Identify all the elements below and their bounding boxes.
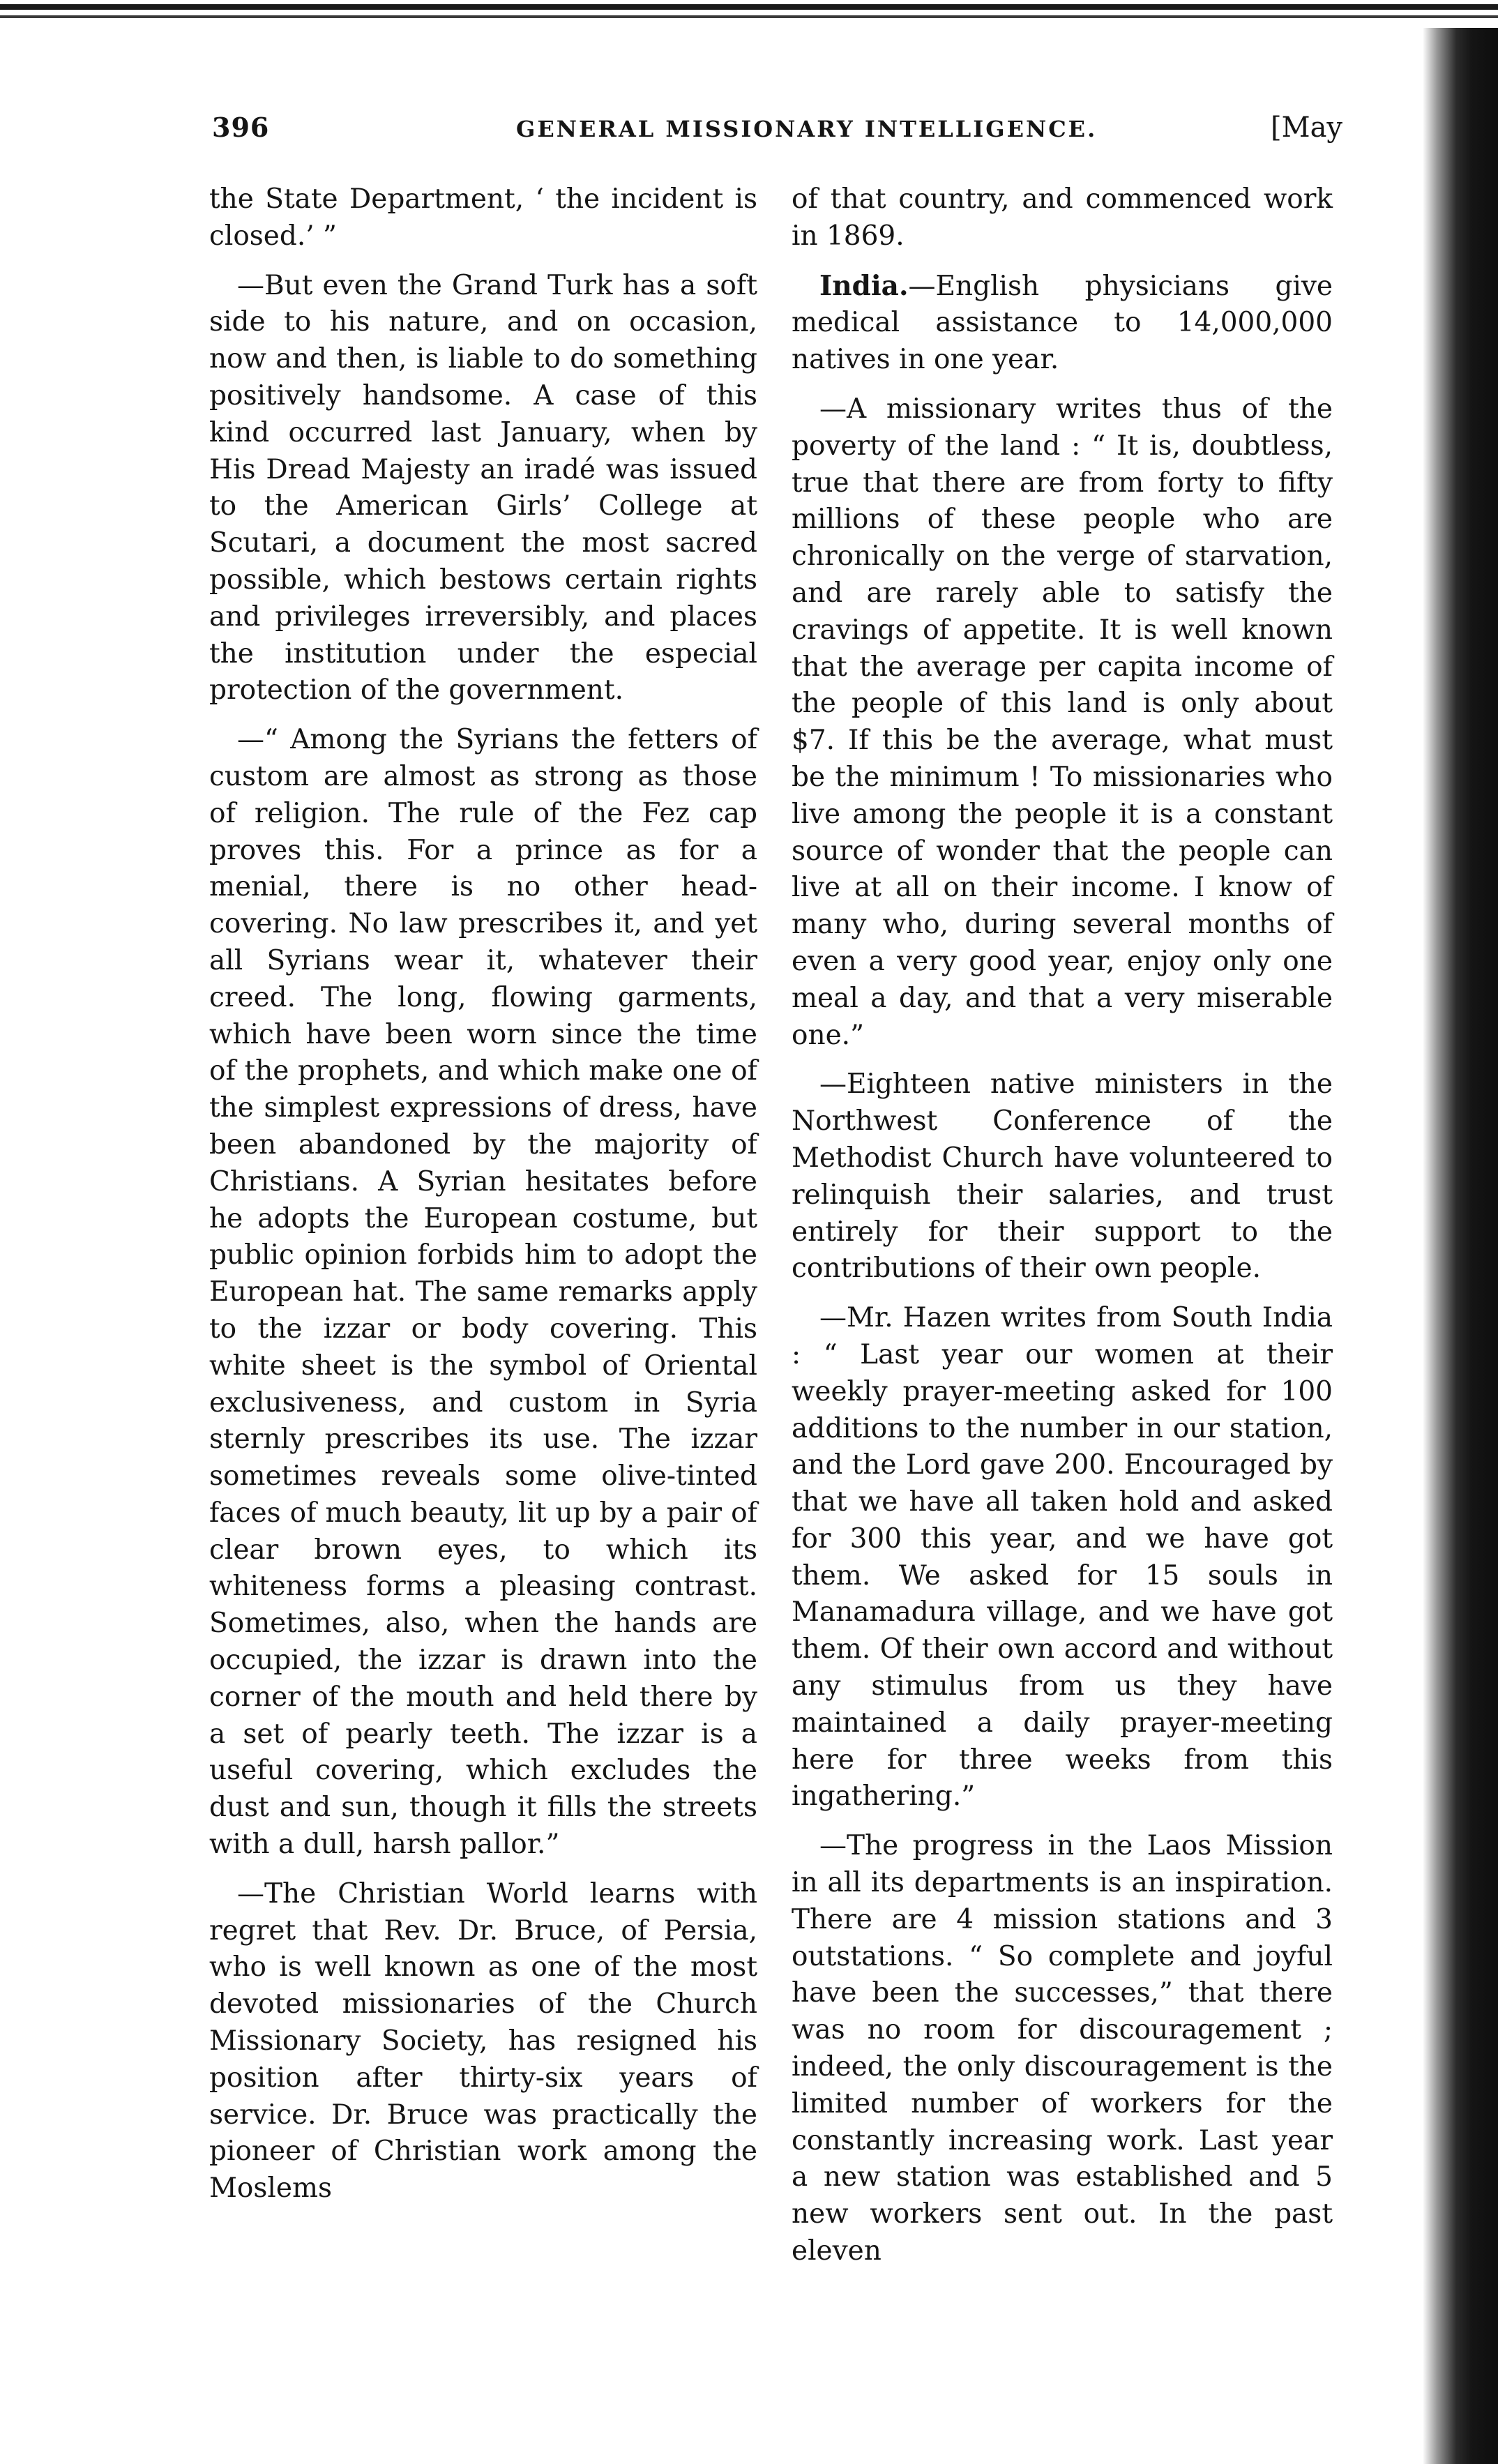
top-scan-rule [0,0,1498,28]
right-paragraph-2-text: —English physicians give medical assistance to 14,000,000 natives in one year. [792,270,1333,376]
left-paragraph-2: —But even the Grand Turk has a soft side to his nature, and on occasion, now and then, is liable to do something positively handsome. A case of this kind occurred last January, when by His Dread Majesty an iradé was issued to the American Girls’ College at Scutari, a document the most sacred possible, which bestows certain rights and privileges irreversibly, and places the institution under the especial protection of the government. [209,269,757,706]
left-column [209,181,757,2220]
left-paragraph-1: the State Department, ‘ the incident is closed.’ ” [209,183,757,252]
right-paragraph-1: of that country, and commenced work in 1869. [792,183,1333,252]
right-column [792,181,1333,2283]
right-paragraph-3: —A missionary writes thus of the poverty of the land : “ It is, doubtless, true that there are from forty to fifty millions of these people who are chronically on the verge of starvation, and are rarely able to satisfy the cravings of appetite. It is well known that the average per capita income of the people of this land is only about $7. If this be the average, what must be the minimum ! To missionaries who live among the people it is a constant source of wonder that the people can live at all on their income. I know of many who, during several months of even a very good year, enjoy only one meal a day, and that a very miserable one.” [792,393,1333,1051]
section-label-india: India. [819,269,909,302]
running-head-month: [May [1271,112,1343,144]
left-paragraph-4: —The Christian World learns with regret that Rev. Dr. Bruce, of Persia, who is well known as one of the most devoted missionaries of the Church Missionary Society, has resigned his position after thirty-six years of service. Dr. Bruce was practically the pioneer of Christian work among the Moslems [209,1877,757,2205]
right-paragraph-5: —Mr. Hazen writes from South India : “ Last year our women at their weekly prayer-meeting asked for 100 additions to the number in our station, and the Lord gave 200. Encouraged by that we have all taken hold and asked for 300 this year, and we have got them. We asked for 15 souls in Manamadura village, and we have got them. Of their own accord and without any stimulus from us they have maintained a daily prayer-meeting here for three weeks from this ingathering.” [792,1302,1333,1813]
right-paragraph-2 [792,268,1333,379]
page-number: 396 [212,112,270,143]
right-paragraph-4: —Eighteen native ministers in the Northwest Conference of the Methodist Church have volunteered to relinquish their salaries, and trust entirely for their support to the contributions of their own people. [792,1068,1333,1285]
right-paragraph-6: —The progress in the Laos Mission in all its departments is an inspiration. There are 4 mission stations and 3 outstations. “ So complete and joyful have been the successes,” that there was no room for discouragement ; indeed, the only discouragement is the limited number of workers for the constantly increasing work. Last year a new station was established and 5 new workers sent out. In the past eleven [792,1830,1333,2267]
running-head: GENERAL MISSIONARY INTELLIGENCE. [516,116,1098,142]
left-paragraph-3: —“ Among the Syrians the fetters of custom are almost as strong as those of religion. The rule of the Fez cap proves this. For a prince as for a menial, there is no other head-covering. No law prescribes it, and yet all Syrians wear it, whatever their creed. The long, flowing garments, which have been worn since the time of the prophets, and which make one of the simplest expressions of dress, have been abandoned by the majority of Christians. A Syrian hesitates before he adopts the European costume, but public opinion forbids him to adopt the European hat. The same remarks apply to the izzar or body covering. This white sheet is the symbol of Oriental exclusiveness, and custom in Syria sternly prescribes its use. The izzar sometimes reveals some olive-tinted faces of much beauty, lit up by a pair of clear brown eyes, to which its whiteness forms a pleasing contrast. Sometimes, also, when the hands are occupied, the izzar is drawn into the corner of the mouth and held there by a set of pearly teeth. The izzar is a useful covering, which excludes the dust and sun, though it fills the streets with a dull, harsh pallor.” [209,724,757,1861]
binding-edge-shadow [1423,28,1498,2464]
